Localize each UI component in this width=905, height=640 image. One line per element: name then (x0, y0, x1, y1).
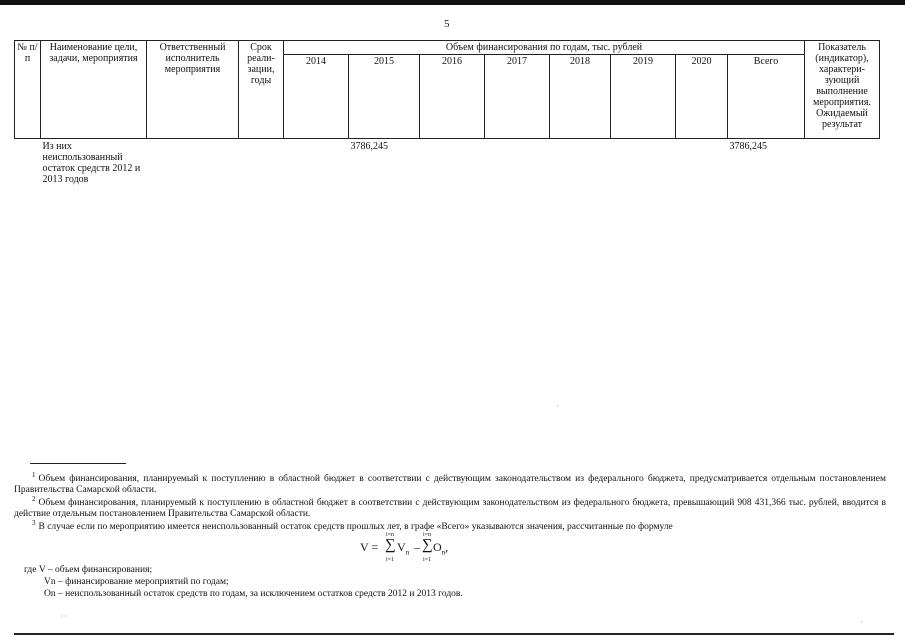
header-num: № п/п (15, 41, 41, 139)
header-year-2020: 2020 (676, 55, 728, 139)
footnote-mark: 3 (32, 519, 36, 527)
header-year-2015: 2015 (349, 55, 420, 139)
funding-table (14, 40, 880, 186)
footnote-rule (30, 463, 126, 464)
header-year-2017: 2017 (485, 55, 550, 139)
bottom-border (14, 633, 894, 635)
footnote-1 (14, 470, 886, 496)
formula-lower-limit: i=1 (386, 557, 395, 563)
formula-upper-limit: i=n (423, 532, 432, 538)
header-indicator: Показатель (индикатор), характери-зующий выполнение мероприятия. Ожидаемый результат (805, 41, 880, 139)
top-border (0, 0, 905, 5)
formula-term-1: $V_n$ (397, 540, 410, 557)
footnote-3 (14, 518, 886, 533)
header-year-2016: 2016 (420, 55, 485, 139)
page-number: 5 (444, 18, 450, 30)
scan-speck: · · (60, 612, 68, 621)
definition-v: где V – объем финансирования; (24, 565, 153, 575)
header-responsible: Ответственный исполнитель мероприятия (147, 41, 239, 139)
header-name: Наименование цели, задачи, мероприятия (41, 41, 147, 139)
header-term: Срок реали-зации, годы (239, 41, 284, 139)
header-total: Всего (728, 55, 805, 139)
row-value-2015: 3786,245 (350, 141, 388, 152)
sum-icon: ∑ (422, 537, 433, 553)
footnote-2 (14, 494, 886, 520)
footnote-mark: 2 (32, 495, 36, 503)
header-year-2019: 2019 (611, 55, 676, 139)
sum-icon: ∑ (385, 537, 396, 553)
formula-lhs: V = (360, 540, 379, 554)
scan-speck: · (556, 402, 559, 411)
formula-lower-limit: i=1 (423, 557, 432, 563)
header-year-2014: 2014 (284, 55, 349, 139)
header-year-2018: 2018 (550, 55, 611, 139)
scan-speck: · (860, 618, 863, 627)
definition-vn: Vn – финансирование мероприятий по годам; (44, 577, 229, 587)
row-name: Из них неиспользованный остаток средств 2012 и 2013 годов (42, 141, 141, 185)
formula-upper-limit: i=n (386, 532, 395, 538)
formula (360, 532, 480, 566)
table-row (15, 139, 880, 187)
row-value-total: 3786,245 (729, 141, 767, 152)
formula-term-2: $O_n$, (433, 540, 449, 557)
footnote-text: Объем финансирования, планируемый к поступлению в областной бюджет в соответствии с действующим законодательством из федерального бюджета, предусматривается отдельным постановлением Правительства Самарской области. (14, 474, 886, 495)
footnote-text: Объем финансирования, планируемый к поступлению в областной бюджет в соответствии с действующим законодательством из федерального бюджета, превышающий 908 431,366 тыс. рублей, вводится в действие отдельным постановлением Правительства Самарской области. (14, 498, 886, 519)
footnote-text: В случае если по мероприятию имеется неиспользованный остаток средств прошлых лет, в графе «Всего» указываются значения, рассчитанные по формуле (38, 522, 673, 532)
header-funding-group: Объем финансирования по годам, тыс. рублей (284, 41, 805, 55)
definition-on: Оn – неиспользованный остаток средств по годам, за исключением остатков средств 2012 и 2013 годов. (44, 589, 463, 599)
footnote-mark: 1 (32, 471, 36, 479)
formula-minus: – (414, 540, 420, 554)
